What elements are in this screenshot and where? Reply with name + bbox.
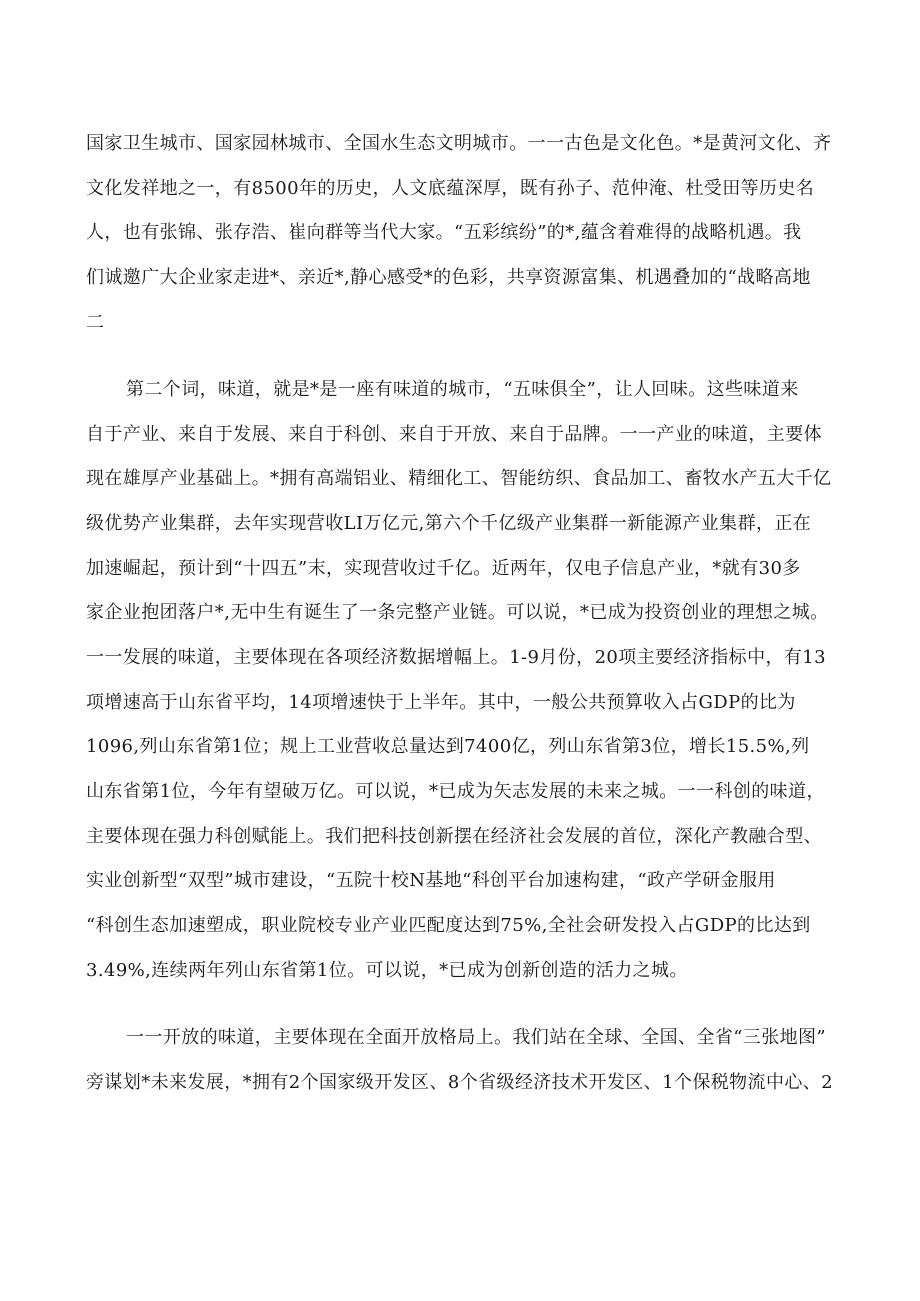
text-line: 们诚邀广大企业家走进*、亲近*,静心感受*的色彩，共享资源富集、机遇叠加的“战略高地 [86, 267, 811, 288]
text-line: 旁谋划*未来发展，*拥有2个国家级开发区、8个省级经济技术开发区、1个保税物流中心、2 [86, 1072, 834, 1093]
text-line: 文化发祥地之一，有8500年的历史，人文底蕴深厚，既有孙子、范仲淹、杜受田等历史名 [86, 178, 815, 199]
text-line: 实业创新型“双型”城市建设，“五院十校N基地“科创平台加速构建，“政产学研金服用 [86, 870, 776, 891]
text-line: 3.49%,连续两年列山东省第1位。可以说，*已成为创新创造的活力之城。 [86, 960, 688, 981]
text-line: 1096,列山东省第1位；规上工业营收总量达到7400亿，列山东省第3位，增长15.5%,列 [86, 736, 810, 757]
text-line: 一一开放的味道，主要体现在全面开放格局上。我们站在全球、全国、全省“三张地图” [126, 1027, 827, 1048]
text-line: 现在雄厚产业基础上。*拥有高端铝业、精细化工、智能纺织、食品加工、畜牧水产五大千亿 [86, 468, 832, 489]
text-line: 级优势产业集群，去年实现营收LI万亿元,第六个千亿级产业集群一新能源产业集群，正在 [86, 513, 812, 534]
text-line: 一一发展的味道，主要体现在各项经济数据增幅上。1-9月份，20项主要经济指标中，有13 [86, 647, 826, 668]
text-line: 人，也有张锦、张存浩、崔向群等当代大家。“五彩缤纷”的*,蕴含着难得的战略机遇。我 [86, 222, 802, 243]
text-line: 国家卫生城市、国家园林城市、全国水生态文明城市。一一古色是文化色。*是黄河文化、齐 [86, 133, 832, 154]
text-line: 二 [86, 312, 105, 333]
text-line: “科创生态加速塑成，职业院校专业产业匹配度达到75%,全社会研发投入占GDP的比达到 [86, 915, 811, 936]
text-line: 自于产业、来自于发展、来自于科创、来自于开放、来自于品牌。一一产业的味道，主要体 [86, 424, 822, 445]
text-line: 加速崛起，预计到“十四五”末，实现营收过千亿。近两年，仅电子信息产业，*就有30多 [86, 558, 801, 579]
text-line: 山东省第1位，今年有望破万亿。可以说，*已成为矢志发展的未来之城。一一科创的味道， [86, 781, 825, 802]
text-line: 家企业抱团落户*,无中生有诞生了一条完整产业链。可以说，*已成为投资创业的理想之城。 [86, 602, 829, 623]
text-line: 主要体现在强力科创赋能上。我们把科技创新摆在经济社会发展的首位，深化产教融合型、 [86, 826, 822, 847]
text-line: 第二个词，味道，就是*是一座有味道的城市，“五味俱全”，让人回味。这些味道来 [126, 379, 799, 400]
text-line: 项增速高于山东省平均，14项增速快于上半年。其中，一般公共预算收入占GDP的比为 [86, 692, 796, 713]
